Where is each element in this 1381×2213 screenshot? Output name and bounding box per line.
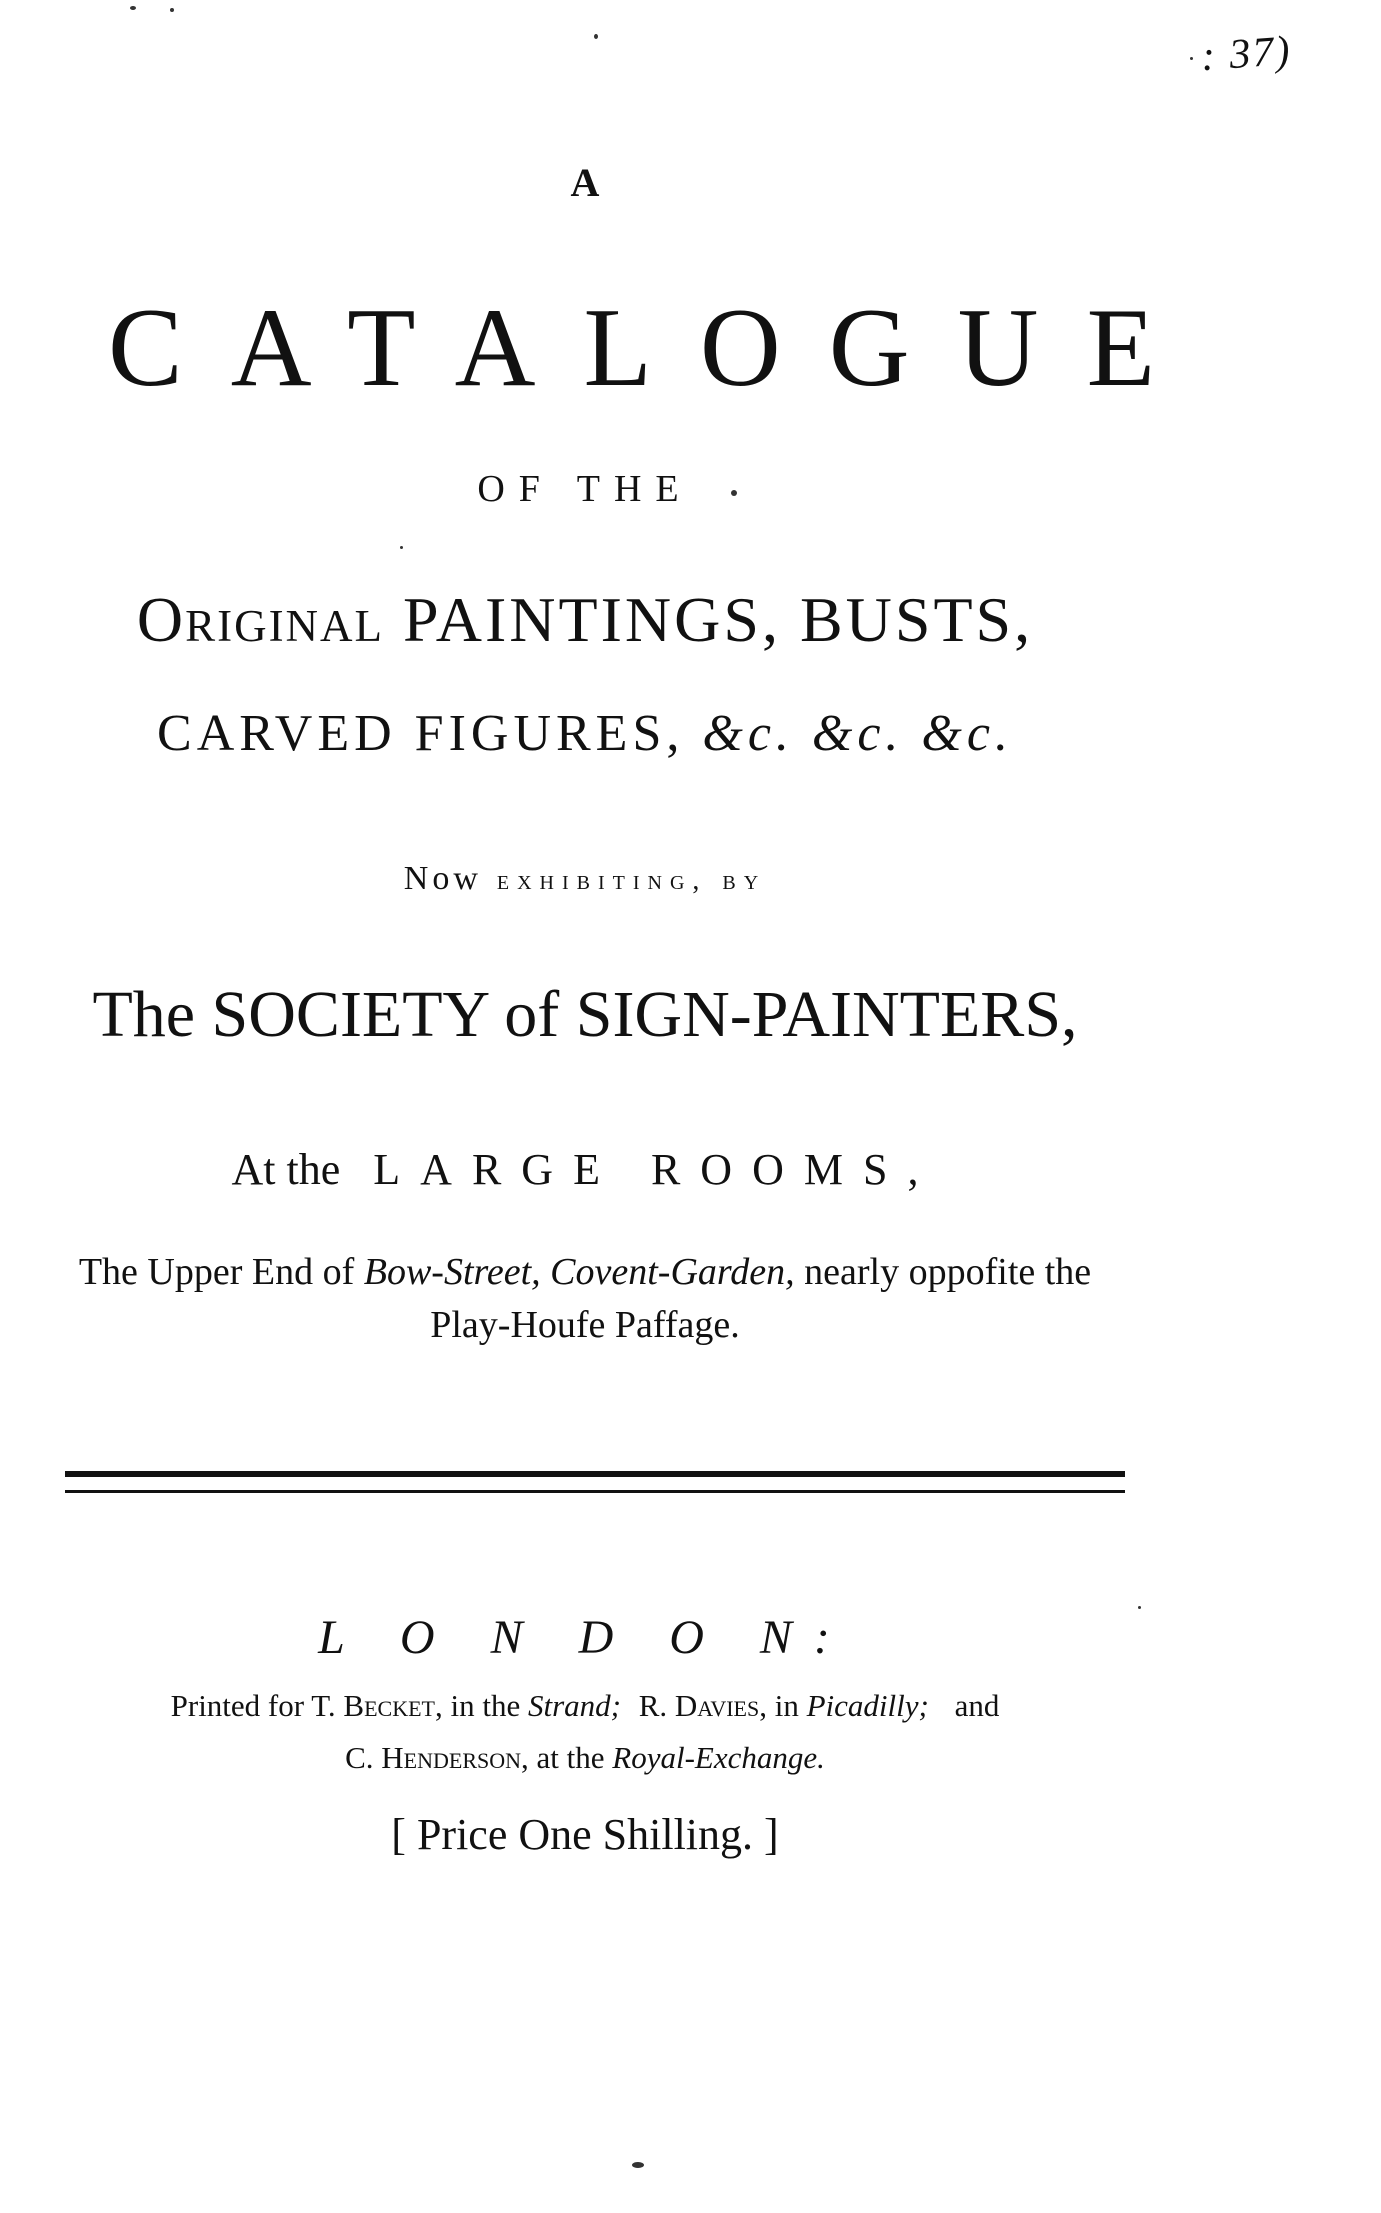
price-line: [ Price One Shilling. ] — [391, 1810, 779, 1859]
henderson: Henderson, — [381, 1740, 529, 1775]
ink-speck — [1190, 57, 1193, 60]
r-initial: R. — [638, 1688, 668, 1723]
ink-speck — [1138, 1606, 1141, 1609]
printed-for: Printed for T. — [170, 1688, 336, 1723]
at-the-2: at the — [536, 1740, 605, 1775]
ink-speck — [170, 8, 174, 12]
ink-speck — [130, 6, 136, 10]
ink-speck — [400, 546, 403, 549]
paintings-busts: PAINTINGS, BUSTS, — [403, 584, 1034, 655]
at-the: At the — [231, 1145, 341, 1194]
strand: Strand; — [527, 1688, 621, 1723]
venue-line — [0, 1145, 1170, 1194]
exhibiting-by: exhibiting, by — [496, 865, 767, 896]
address-line-2: Play-Houfe Paffage. — [430, 1304, 740, 1346]
carved-figures: CARVED FIGURES, — [157, 705, 685, 762]
picadilly: Picadilly; — [806, 1688, 929, 1723]
royal-exchange: Royal-Exchange. — [612, 1740, 825, 1775]
and-word: and — [954, 1688, 1000, 1723]
covent-garden: Covent-Garden, — [550, 1251, 795, 1293]
becket: Becket, — [343, 1688, 443, 1723]
etcetera: &c. &c. &c. — [702, 705, 1013, 762]
page-number-mark: : 37) — [1199, 27, 1293, 81]
of-the: OF THE — [477, 468, 693, 510]
upper-end: The Upper End of — [78, 1251, 355, 1293]
subject-line-2 — [0, 705, 1170, 762]
ink-speck — [731, 490, 737, 496]
bow-street: Bow-Street, — [363, 1251, 541, 1293]
subject-line-1 — [0, 584, 1170, 655]
society-name: The SOCIETY of SIGN-PAINTERS, — [92, 978, 1078, 1051]
thick-rule — [65, 1471, 1125, 1477]
main-title: CATALOGUE — [108, 286, 1203, 410]
original-word: Original — [136, 584, 385, 655]
ink-speck — [632, 2162, 644, 2168]
city-london: L O N D O N: — [318, 1611, 852, 1664]
in-the-1: in the — [450, 1688, 521, 1723]
davies: Davies, — [674, 1688, 767, 1723]
imprint-line-1 — [0, 1690, 1170, 1721]
nearly-opposite: nearly oppofite the — [804, 1251, 1092, 1293]
imprint-line-2 — [0, 1742, 1170, 1773]
thin-rule — [65, 1490, 1125, 1493]
large-rooms: LARGE ROOMS, — [373, 1145, 939, 1194]
in-word: in — [774, 1688, 799, 1723]
article-a: A — [570, 160, 600, 205]
c-initial: C. — [345, 1740, 374, 1775]
now-exhibiting — [0, 862, 1170, 896]
address-line-1 — [0, 1253, 1170, 1291]
now-word: Now — [403, 860, 482, 897]
ink-speck — [594, 34, 598, 39]
